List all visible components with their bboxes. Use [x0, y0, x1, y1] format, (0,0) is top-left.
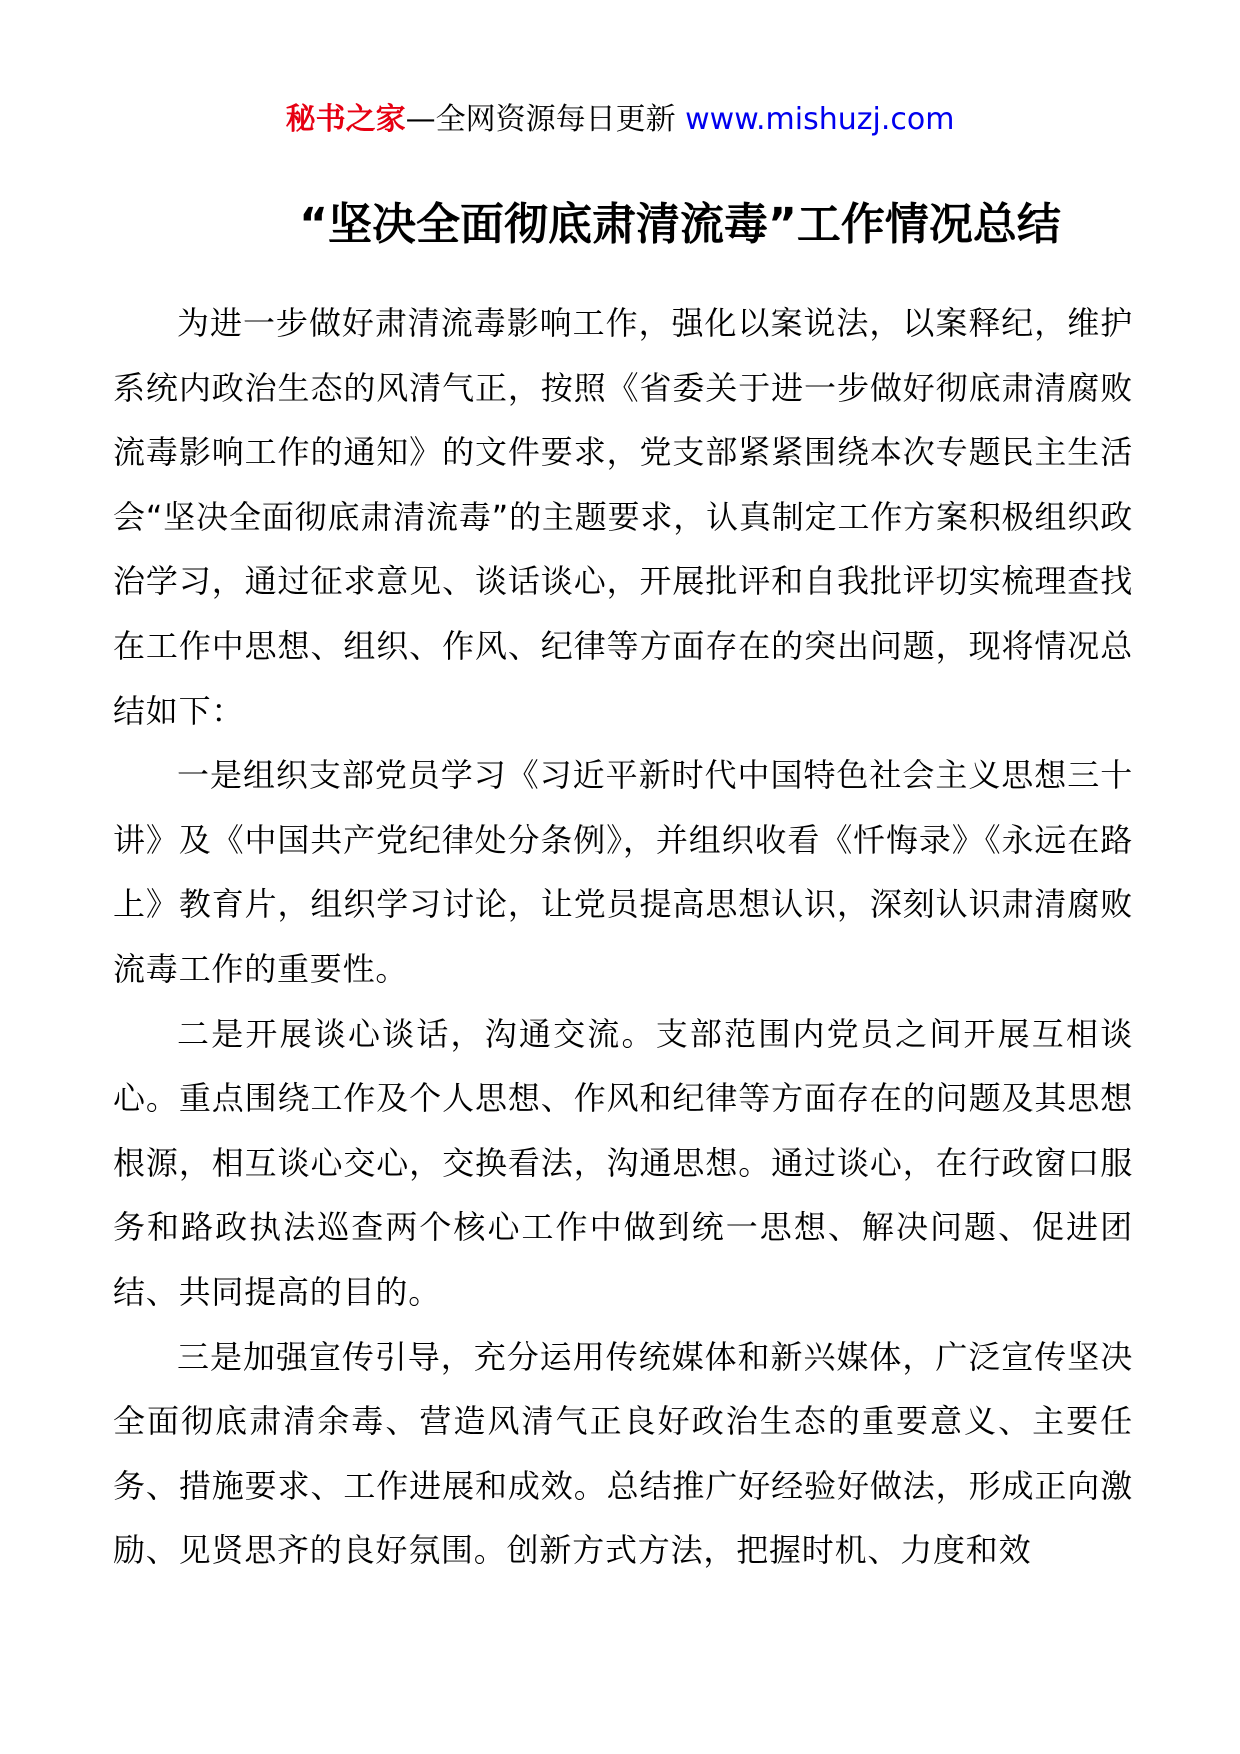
document-title: “坚决全面彻底肃清流毒”工作情况总结	[299, 199, 1061, 250]
paragraph-point-1: 一是组织支部党员学习《习近平新时代中国特色社会主义思想三十讲》及《中国共产党纪律处分条例》，并组织收看《忏悔录》《永远在路上》教育片，组织学习讨论，让党员提高思想认识，深刻认识肃清腐败流毒工作的重要性。	[113, 756, 1133, 988]
header-tagline: —全网资源每日更新	[405, 102, 676, 137]
paragraph-point-3: 三是加强宣传引导，充分运用传统媒体和新兴媒体，广泛宣传坚决全面彻底肃清余毒、营造风清气正良好政治生态的重要意义、主要任务、措施要求、工作进展和成效。总结推广好经验好做法，形成正向激励、见贤思齐的良好氛围。创新方式方法，把握时机、力度和效	[113, 1337, 1133, 1570]
site-header	[0, 100, 1240, 140]
paragraph-point-2: 二是开展谈心谈话，沟通交流。支部范围内党员之间开展互相谈心。重点围绕工作及个人思想、作风和纪律等方面存在的问题及其思想根源，相互谈心交心，交换看法，沟通思想。通过谈心，在行政窗口服务和路政执法巡查两个核心工作中做到统一思想、解决问题、促进团结、共同提高的目的。	[113, 1014, 1133, 1311]
brand-name: 秘书之家	[285, 102, 406, 137]
site-url-link[interactable]: www.mishuzj.com	[685, 102, 955, 137]
document-body	[113, 291, 1133, 1583]
paragraph-intro: 为进一步做好肃清流毒影响工作，强化以案说法，以案释纪，维护系统内政治生态的风清气正，按照《省委关于进一步做好彻底肃清腐败流毒影响工作的通知》的文件要求，党支部紧紧围绕本次专题民主生活会“坚决全面彻底肃清流毒”的主题要求，认真制定工作方案积极组织政治学习，通过征求意见、谈话谈心，开展批评和自我批评切实梳理查找在工作中思想、组织、作风、纪律等方面存在的突出问题，现将情况总结如下：	[113, 304, 1133, 730]
